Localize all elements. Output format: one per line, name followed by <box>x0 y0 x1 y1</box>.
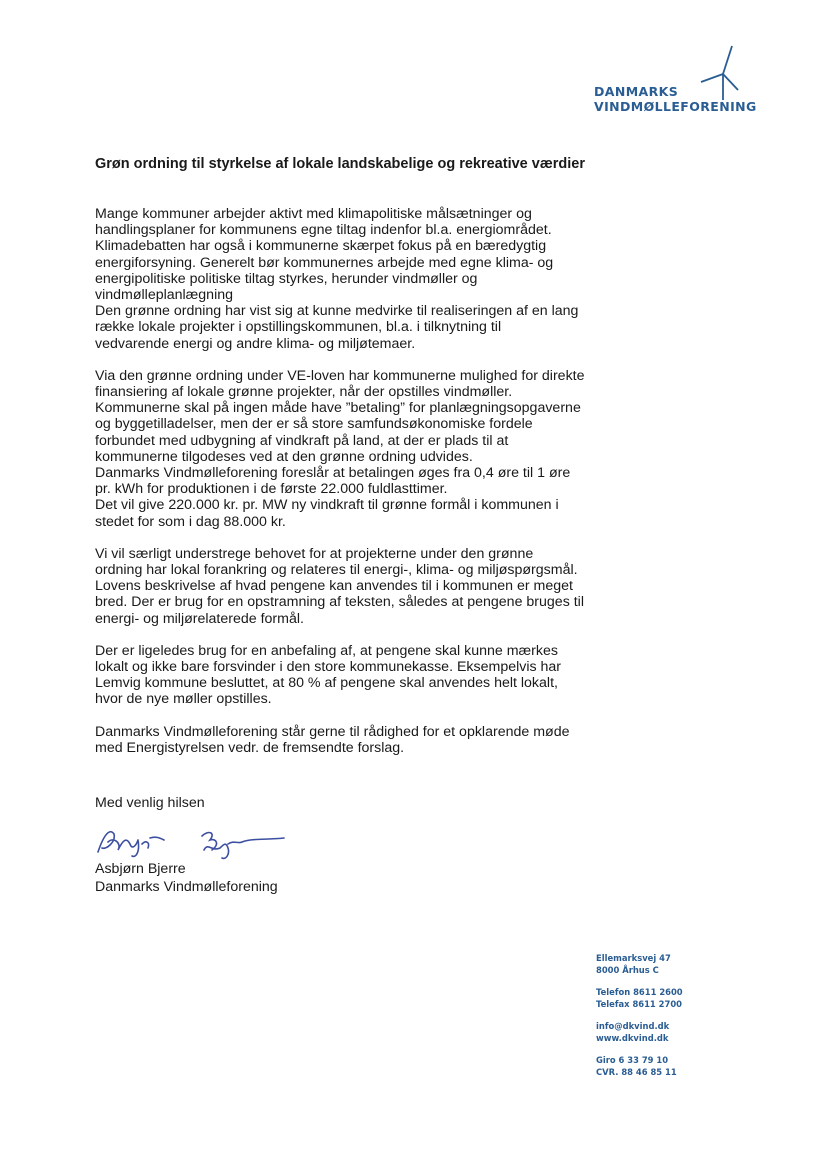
paragraph-line: Klimadebatten har også i kommunerne skærpet fokus på en bæredygtig <box>95 238 547 255</box>
paragraph-line: energipolitiske politiske tiltag styrkes, herunder vindmøller og <box>95 270 478 287</box>
signer-organization: Danmarks Vindmølleforening <box>95 879 278 895</box>
body-paragraph <box>95 643 635 708</box>
paragraph-line: forbundet med udbygning af vindkraft på land, at der er plads til at <box>95 432 509 449</box>
handwritten-signature <box>92 822 292 860</box>
paragraph-line: Den grønne ordning har vist sig at kunne medvirke til realiseringen af en lang <box>95 303 579 320</box>
paragraph-line: energiforsyning. Generelt bør kommunernes arbejde med egne klima- og <box>95 254 554 271</box>
body-paragraph <box>95 206 635 352</box>
contact-line: www.dkvind.dk <box>596 1033 669 1043</box>
body-paragraph <box>95 724 635 756</box>
contact-group <box>596 952 726 976</box>
paragraph-line: Via den grønne ordning under VE-loven har kommunerne mulighed for direkte <box>95 367 585 384</box>
paragraph-line: Vi vil særligt understrege behovet for at projekterne under den grønne <box>95 545 534 562</box>
letter-body <box>95 206 635 772</box>
paragraph-line: Danmarks Vindmølleforening står gerne til rådighed for et opklarende møde <box>95 723 570 740</box>
wind-turbine-icon <box>698 44 748 100</box>
letter-title: Grøn ordning til styrkelse af lokale landskabelige og rekreative værdier <box>95 156 585 172</box>
logo <box>594 44 764 114</box>
contact-line: Telefon 8611 2600 <box>596 987 683 997</box>
paragraph-line: Lovens beskrivelse af hvad pengene kan anvendes til i kommunen er meget <box>95 578 573 595</box>
contact-line: 8000 Århus C <box>596 965 659 975</box>
logo-line-1: DANMARKS <box>594 84 679 99</box>
paragraph-line: hvor de nye møller opstilles. <box>95 691 272 708</box>
logo-line-2: VINDMØLLEFORENING <box>594 99 757 114</box>
paragraph-line: Der er ligeledes brug for en anbefaling af, at pengene skal kunne mærkes <box>95 642 558 659</box>
contact-line: info@dkvind.dk <box>596 1021 670 1031</box>
paragraph-line: med Energistyrelsen vedr. de fremsendte forslag. <box>95 739 405 756</box>
contact-info <box>596 952 726 1088</box>
signer-name: Asbjørn Bjerre <box>95 861 186 877</box>
paragraph-line: pr. kWh for produktionen i de første 22.000 fuldlasttimer. <box>95 481 448 498</box>
paragraph-line: ordning har lokal forankring og relateres til energi-, klima- og miljøspørgsmål. <box>95 562 578 579</box>
paragraph-line: Det vil give 220.000 kr. pr. MW ny vindkraft til grønne formål i kommunen i <box>95 497 559 514</box>
contact-line: CVR. 88 46 85 11 <box>596 1067 677 1077</box>
closing-text: Med venlig hilsen <box>95 795 205 811</box>
signer-block <box>95 860 278 896</box>
contact-line: Telefax 8611 2700 <box>596 999 682 1009</box>
contact-group <box>596 1020 726 1044</box>
paragraph-line: handlingsplaner for kommunens egne tiltag indenfor bl.a. energiområdet. <box>95 222 552 239</box>
paragraph-line: stedet for som i dag 88.000 kr. <box>95 513 286 530</box>
contact-group <box>596 986 726 1010</box>
paragraph-line: vindmølleplanlægning <box>95 287 234 304</box>
contact-line: Ellemarksvej 47 <box>596 953 671 963</box>
paragraph-line: Lemvig kommune besluttet, at 80 % af pengene skal anvendes helt lokalt, <box>95 675 558 692</box>
paragraph-line: finansiering af lokale grønne projekter, når der opstilles vindmøller. <box>95 384 513 401</box>
body-paragraph <box>95 546 635 627</box>
contact-group <box>596 1054 726 1078</box>
body-paragraph <box>95 368 635 530</box>
paragraph-line: energi- og miljørelaterede formål. <box>95 610 304 627</box>
paragraph-line: lokalt og ikke bare forsvinder i den store kommunekasse. Eksempelvis har <box>95 659 562 676</box>
paragraph-line: og byggetilladelser, men der er så store samfundsøkonomiske fordele <box>95 416 533 433</box>
paragraph-line: vedvarende energi og andre klima- og miljøtemaer. <box>95 335 416 352</box>
contact-line: Giro 6 33 79 10 <box>596 1055 669 1065</box>
paragraph-line: række lokale projekter i opstillingskommunen, bl.a. i tilknytning til <box>95 319 502 336</box>
paragraph-line: kommunerne tilgodeses ved at den grønne ordning udvides. <box>95 448 473 465</box>
paragraph-line: Mange kommuner arbejder aktivt med klimapolitiske målsætninger og <box>95 206 532 222</box>
paragraph-line: bred. Der er brug for en opstramning af teksten, således at pengene bruges til <box>95 594 584 611</box>
paragraph-line: Kommunerne skal på ingen måde have ”betaling” for planlægningsopgaverne <box>95 400 581 417</box>
paragraph-line: Danmarks Vindmølleforening foreslår at betalingen øges fra 0,4 øre til 1 øre <box>95 465 571 482</box>
